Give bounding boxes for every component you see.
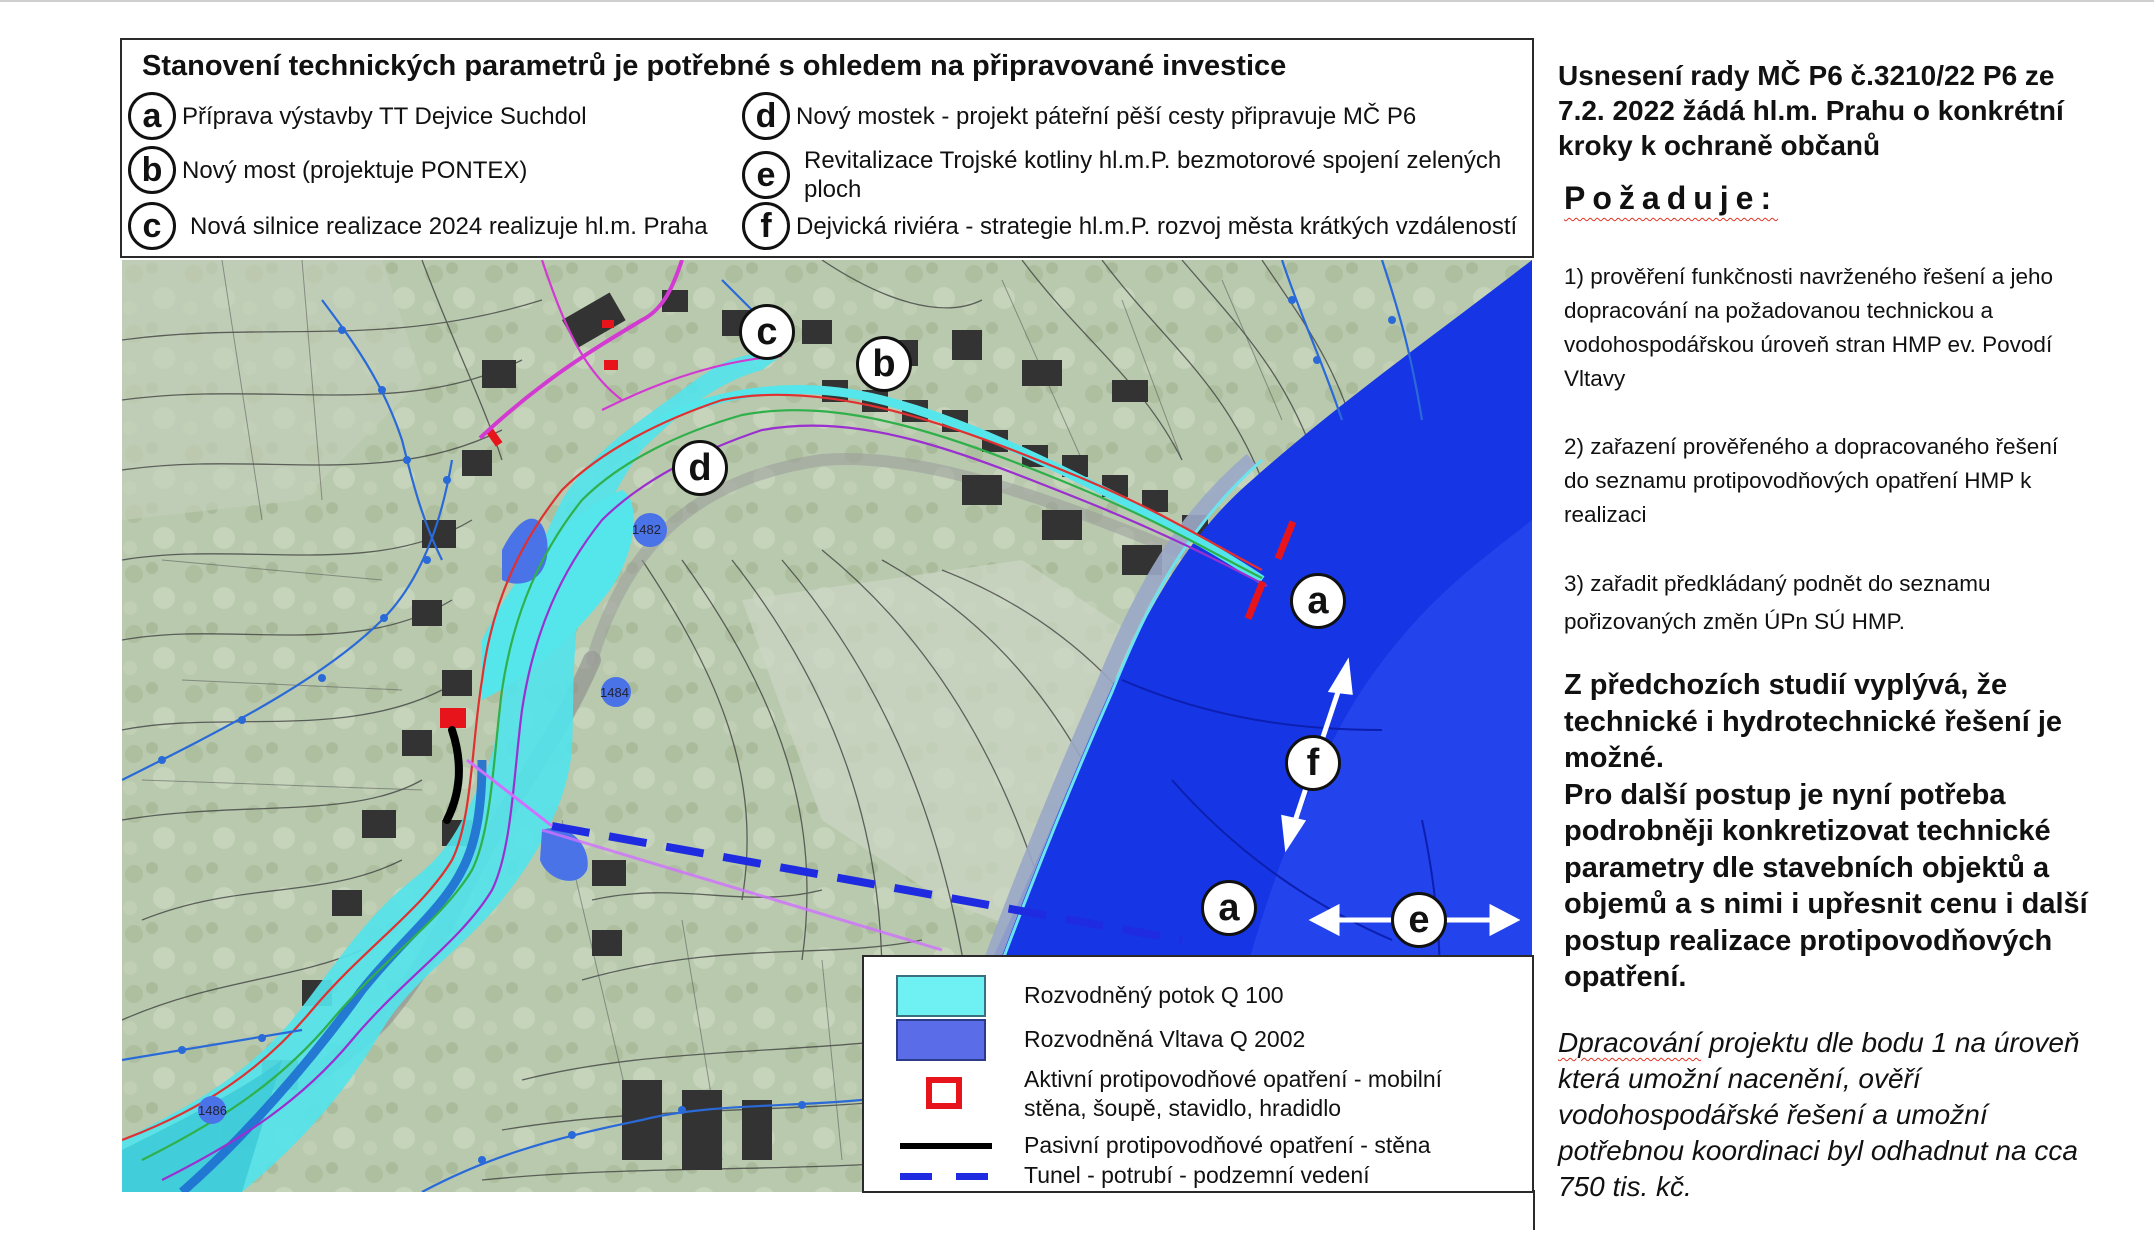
conclusion-line9: opatření. [1564, 961, 1687, 993]
legend-item-f-text: Dejvická riviéra - strategie hl.m.P. rozvoj města krátkých vzdáleností [796, 212, 1518, 240]
node-label-1482: 1482 [632, 522, 661, 537]
cost-note-line2: která umožní nacenění, ověří [1558, 1063, 1921, 1094]
request-2-line1: 2) zařazení prověřeného a dopracovaného řešení [1564, 434, 2059, 459]
legend-active-line1: Aktivní protipovodňové opatření - mobilní [1024, 1066, 1443, 1092]
conclusion-text [1564, 667, 2139, 996]
requests-heading: Požaduje: [1564, 180, 1779, 216]
top-rule [0, 0, 2154, 2]
legend-item-c [128, 202, 708, 250]
cost-note-line4: potřebnou koordinaci byl odhadnut na cca [1558, 1135, 2078, 1166]
request-3-line1: 3) zařadit předkládaný podnět do seznamu [1564, 571, 1991, 596]
marker-f: f [1285, 735, 1341, 791]
map-legend [862, 955, 1534, 1193]
blue-dash-symbol-1 [900, 1173, 932, 1180]
black-line-symbol [900, 1143, 992, 1149]
marker-a-upper: a [1290, 573, 1346, 629]
letter-d-badge: d [742, 92, 790, 140]
investment-legend [120, 38, 1534, 258]
cost-note-line1-rest: projektu dle bodu 1 na úroveň [1701, 1027, 2080, 1058]
legend-item-c-text: Nová silnice realizace 2024 realizuje hl.m. Praha [190, 212, 708, 240]
legend-item-a-text: Příprava výstavby TT Dejvice Suchdol [182, 102, 587, 130]
conclusion-line6: parametry dle stavebních objektů a [1564, 851, 2050, 884]
request-3-line2: pořizovaných změn ÚPn SÚ HMP. [1564, 609, 1905, 634]
letter-a-badge: a [128, 92, 176, 140]
marker-a-lower: a [1201, 880, 1257, 936]
resolution-title-line3: kroky k ochraně občanů [1558, 130, 1881, 161]
request-1-line2: dopracování na požadovanou technickou a [1564, 298, 1994, 323]
blue-dash-symbol-2 [956, 1173, 988, 1180]
marker-b: b [856, 336, 912, 392]
resolution-title-line2: 7.2. 2022 žádá hl.m. Prahu o konkrétní [1558, 95, 2064, 126]
legend-vltava-flood: Rozvodněná Vltava Q 2002 [1024, 1026, 1306, 1052]
marker-d: d [672, 440, 728, 496]
active-measure-1484 [440, 708, 466, 728]
conclusion-line3: možné. [1564, 742, 1664, 774]
request-1-line4: Vltavy [1564, 366, 1626, 391]
legend-title: Stanovení technických parametrů je potřebné s ohledem na připravované investice [142, 50, 1287, 82]
cost-note-line3: vodohospodářské řešení a umožní [1558, 1099, 1988, 1130]
legend-passive-measure: Pasivní protipovodňové opatření - stěna [1024, 1132, 1431, 1158]
legend-item-e-line1: Revitalizace Trojské kotliny hl.m.P. bezmotorové spojení zelených [804, 147, 1502, 174]
resolution-title-line1: Usnesení rady MČ P6 č.3210/22 P6 ze [1558, 60, 2055, 91]
legend-active-measure [1024, 1065, 1442, 1123]
legend-item-e-text [804, 146, 1501, 204]
red-square-symbol [926, 1077, 962, 1109]
legend-item-b-text: Nový most (projektuje PONTEX) [182, 156, 528, 184]
legend-item-e-line2: ploch [804, 176, 862, 203]
request-1-line1: 1) prověření funkčnosti navrženého řešení a jeho [1564, 264, 2054, 289]
node-label-1486: 1486 [198, 1103, 227, 1118]
request-2 [1564, 430, 2134, 532]
conclusion-line8: postup realizace protipovodňových [1564, 924, 2053, 957]
conclusion-line7: objemů a s nimi i upřesnit cenu i další [1564, 888, 2088, 920]
cyan-fill-swatch [896, 975, 986, 1017]
legend-item-d-text: Nový mostek - projekt páteřní pěší cesty připravuje MČ P6 [796, 102, 1417, 130]
cost-note [1558, 1025, 2138, 1205]
request-1 [1564, 260, 2134, 396]
legend-item-b [128, 146, 527, 194]
letter-f-badge: f [742, 202, 790, 250]
active-measure-c [604, 360, 618, 370]
resolution-title [1558, 58, 2128, 163]
letter-e-badge: e [742, 151, 790, 199]
cost-note-first-word: Dpracování [1558, 1027, 1702, 1058]
cost-note-line1 [1558, 1025, 2138, 1061]
marker-e: e [1391, 892, 1447, 948]
conclusion-line4: Pro další postup je nyní potřeba [1564, 778, 2006, 811]
letter-b-badge: b [128, 146, 176, 194]
conclusion-line2: technické i hydrotechnické řešení je [1564, 705, 2063, 738]
cost-note-line5: 750 tis. kč. [1558, 1171, 1692, 1202]
legend-active-line2: stěna, šoupě, stavidlo, hradidlo [1024, 1095, 1342, 1121]
request-2-line3: realizaci [1564, 502, 1647, 527]
request-3 [1564, 567, 2134, 639]
conclusion-line5: podrobněji konkretizovat technické [1564, 815, 2051, 847]
conclusion-line1: Z předchozích studií vyplývá, že [1564, 669, 2008, 701]
legend-item-e [742, 146, 1501, 204]
vertical-rule [1533, 1190, 1535, 1230]
legend-tunnel: Tunel - potrubí - podzemní vedení [1024, 1162, 1370, 1188]
letter-c-badge: c [128, 202, 176, 250]
legend-item-a [128, 92, 587, 140]
active-measure-b [602, 320, 614, 328]
legend-item-f [742, 202, 1517, 250]
blue-fill-swatch [896, 1019, 986, 1061]
request-1-line3: vodohospodářskou úroveň stran HMP ev. Povodí [1564, 332, 2053, 357]
legend-item-d [742, 92, 1416, 140]
marker-c: c [739, 304, 795, 360]
legend-stream-flood: Rozvodněný potok Q 100 [1024, 982, 1284, 1008]
request-2-line2: do seznamu protipovodňových opatření HMP k [1564, 468, 2032, 493]
node-label-1484: 1484 [600, 685, 629, 700]
